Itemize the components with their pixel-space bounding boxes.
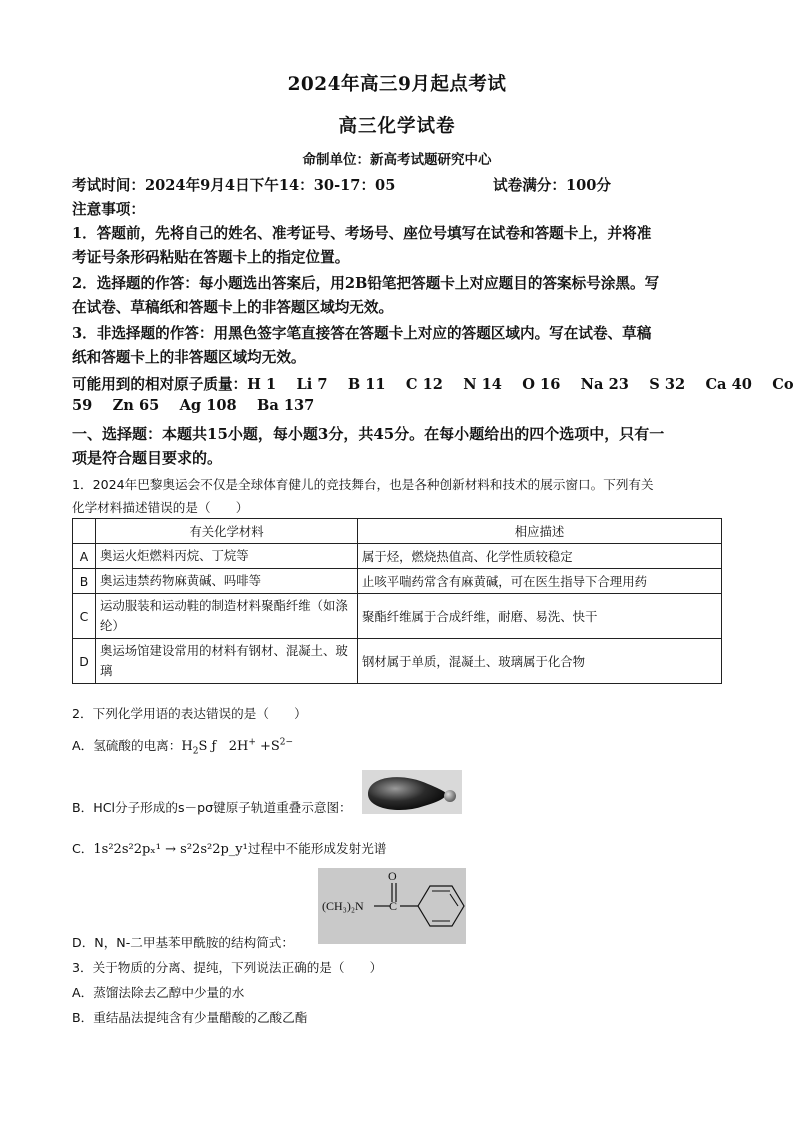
electron-config-formula: 1s²2s²2pₓ¹ → s²2s²2p_y¹ — [93, 842, 248, 857]
note-line: 在试卷、草稿纸和答题卡上的非答题区域均无效。 — [72, 299, 394, 316]
row-material: 运动服装和运动鞋的制造材料聚酯纤维（如涤纶） — [96, 594, 358, 639]
option-b: B．重结晶法提纯含有少量醋酸的乙酸乙酯 — [72, 1010, 308, 1025]
table-header-row — [73, 519, 722, 544]
option-a: A．蒸馏法除去乙醇中少量的水 — [72, 985, 245, 1000]
row-desc: 聚酯纤维属于合成纤维，耐磨、易洗、快干 — [358, 594, 722, 639]
row-material: 奥运违禁药物麻黄碱、吗啡等 — [96, 569, 358, 594]
struct-o-label: O — [388, 869, 397, 883]
section-heading: 一、选择题：本题共15小题，每小题3分，共45分。在每小题给出的四个选项中，只有一 — [72, 425, 665, 443]
orbital-overlap-image — [362, 770, 462, 814]
note-line: 考证号条形码粘贴在答题卡上的指定位置。 — [72, 249, 350, 266]
table-header-cell — [73, 519, 96, 544]
option-c-label: C． — [72, 841, 94, 856]
option-d: D．N，N-二甲基苯甲酰胺的结构简式： — [72, 935, 294, 950]
table-header-material: 有关化学材料 — [96, 519, 358, 544]
row-desc: 止咳平喘药常含有麻黄碱，可在医生指导下合理用药 — [358, 569, 722, 594]
question-1-stem: 化学材料描述错误的是（ ） — [72, 500, 249, 515]
option-a-label: A．氢硫酸的电离： — [72, 738, 182, 753]
struct-amine-label: (CH₃)₂N — [322, 899, 364, 913]
paper-subtitle: 高三化学试卷 — [338, 116, 456, 137]
materials-table — [72, 518, 722, 684]
question-2-stem: 2．下列化学用语的表达错误的是（ ） — [72, 706, 307, 721]
svg-text:C: C — [389, 899, 398, 913]
formula-part: S ƒ 2H — [198, 739, 249, 754]
benzamide-structure-icon — [318, 868, 466, 944]
exam-title: 2024年高三9月起点考试 — [287, 74, 507, 95]
formula-sub: 2 — [192, 746, 199, 757]
question-1-stem: 1．2024年巴黎奥运会不仅是全球体育健儿的竞技舞台，也是各种创新材料和技术的展示窗口。下列有关 — [72, 477, 654, 492]
row-material: 奥运场馆建设常用的材料有钢材、混凝土、玻璃 — [96, 639, 358, 684]
note-line: 3．非选择题的作答：用黑色签字笔直接答在答题卡上对应的答题区域内。写在试卷、草稿 — [72, 325, 652, 342]
table-header-desc: 相应描述 — [358, 519, 722, 544]
row-desc: 钢材属于单质，混凝土、玻璃属于化合物 — [358, 639, 722, 684]
formula-part: H — [181, 739, 193, 754]
formula-sup: + — [248, 737, 256, 748]
full-score: 试卷满分：100分 — [493, 177, 612, 194]
option-c — [72, 838, 386, 857]
table-row — [73, 594, 722, 639]
table-row — [73, 639, 722, 684]
question-3-stem: 3．关于物质的分离、提纯，下列说法正确的是（ ） — [72, 960, 383, 975]
row-letter: D — [73, 639, 96, 684]
table-row — [73, 569, 722, 594]
option-b: B．HCl分子形成的s－pσ键原子轨道重叠示意图： — [72, 800, 352, 815]
atomic-mass-line: 可能用到的相对原子质量：H 1 Li 7 B 11 C 12 N 14 O 16 Na 23 S 32 Ca 40 Co — [72, 376, 794, 393]
option-a — [72, 735, 293, 757]
ionization-formula — [181, 737, 294, 757]
note-line: 1．答题前，先将自己的姓名、准考证号、考场号、座位号填写在试卷和答题卡上，并将准 — [72, 225, 652, 242]
formula-part: +S — [255, 739, 280, 754]
note-line: 纸和答题卡上的非答题区域均无效。 — [72, 349, 306, 366]
table-row — [73, 544, 722, 569]
row-letter: C — [73, 594, 96, 639]
row-letter: A — [73, 544, 96, 569]
section-heading: 项是符合题目要求的。 — [72, 449, 223, 467]
notes-heading: 注意事项： — [72, 201, 145, 218]
compiler-unit: 命制单位：新高考试题研究中心 — [302, 152, 492, 168]
row-material: 奥运火炬燃料丙烷、丁烷等 — [96, 544, 358, 569]
exam-time: 考试时间：2024年9月4日下午14：30-17：05 — [72, 177, 396, 194]
option-c-suffix: 过程中不能形成发射光谱 — [247, 841, 387, 856]
atomic-mass-line: 59 Zn 65 Ag 108 Ba 137 — [72, 397, 315, 414]
row-letter: B — [73, 569, 96, 594]
note-line: 2．选择题的作答：每小题选出答案后，用2B铅笔把答题卡上对应题目的答案标号涂黑。写 — [72, 275, 660, 292]
formula-sup: 2− — [279, 737, 294, 748]
structure-image — [318, 868, 466, 944]
row-desc: 属于烃，燃烧热值高、化学性质较稳定 — [358, 544, 722, 569]
